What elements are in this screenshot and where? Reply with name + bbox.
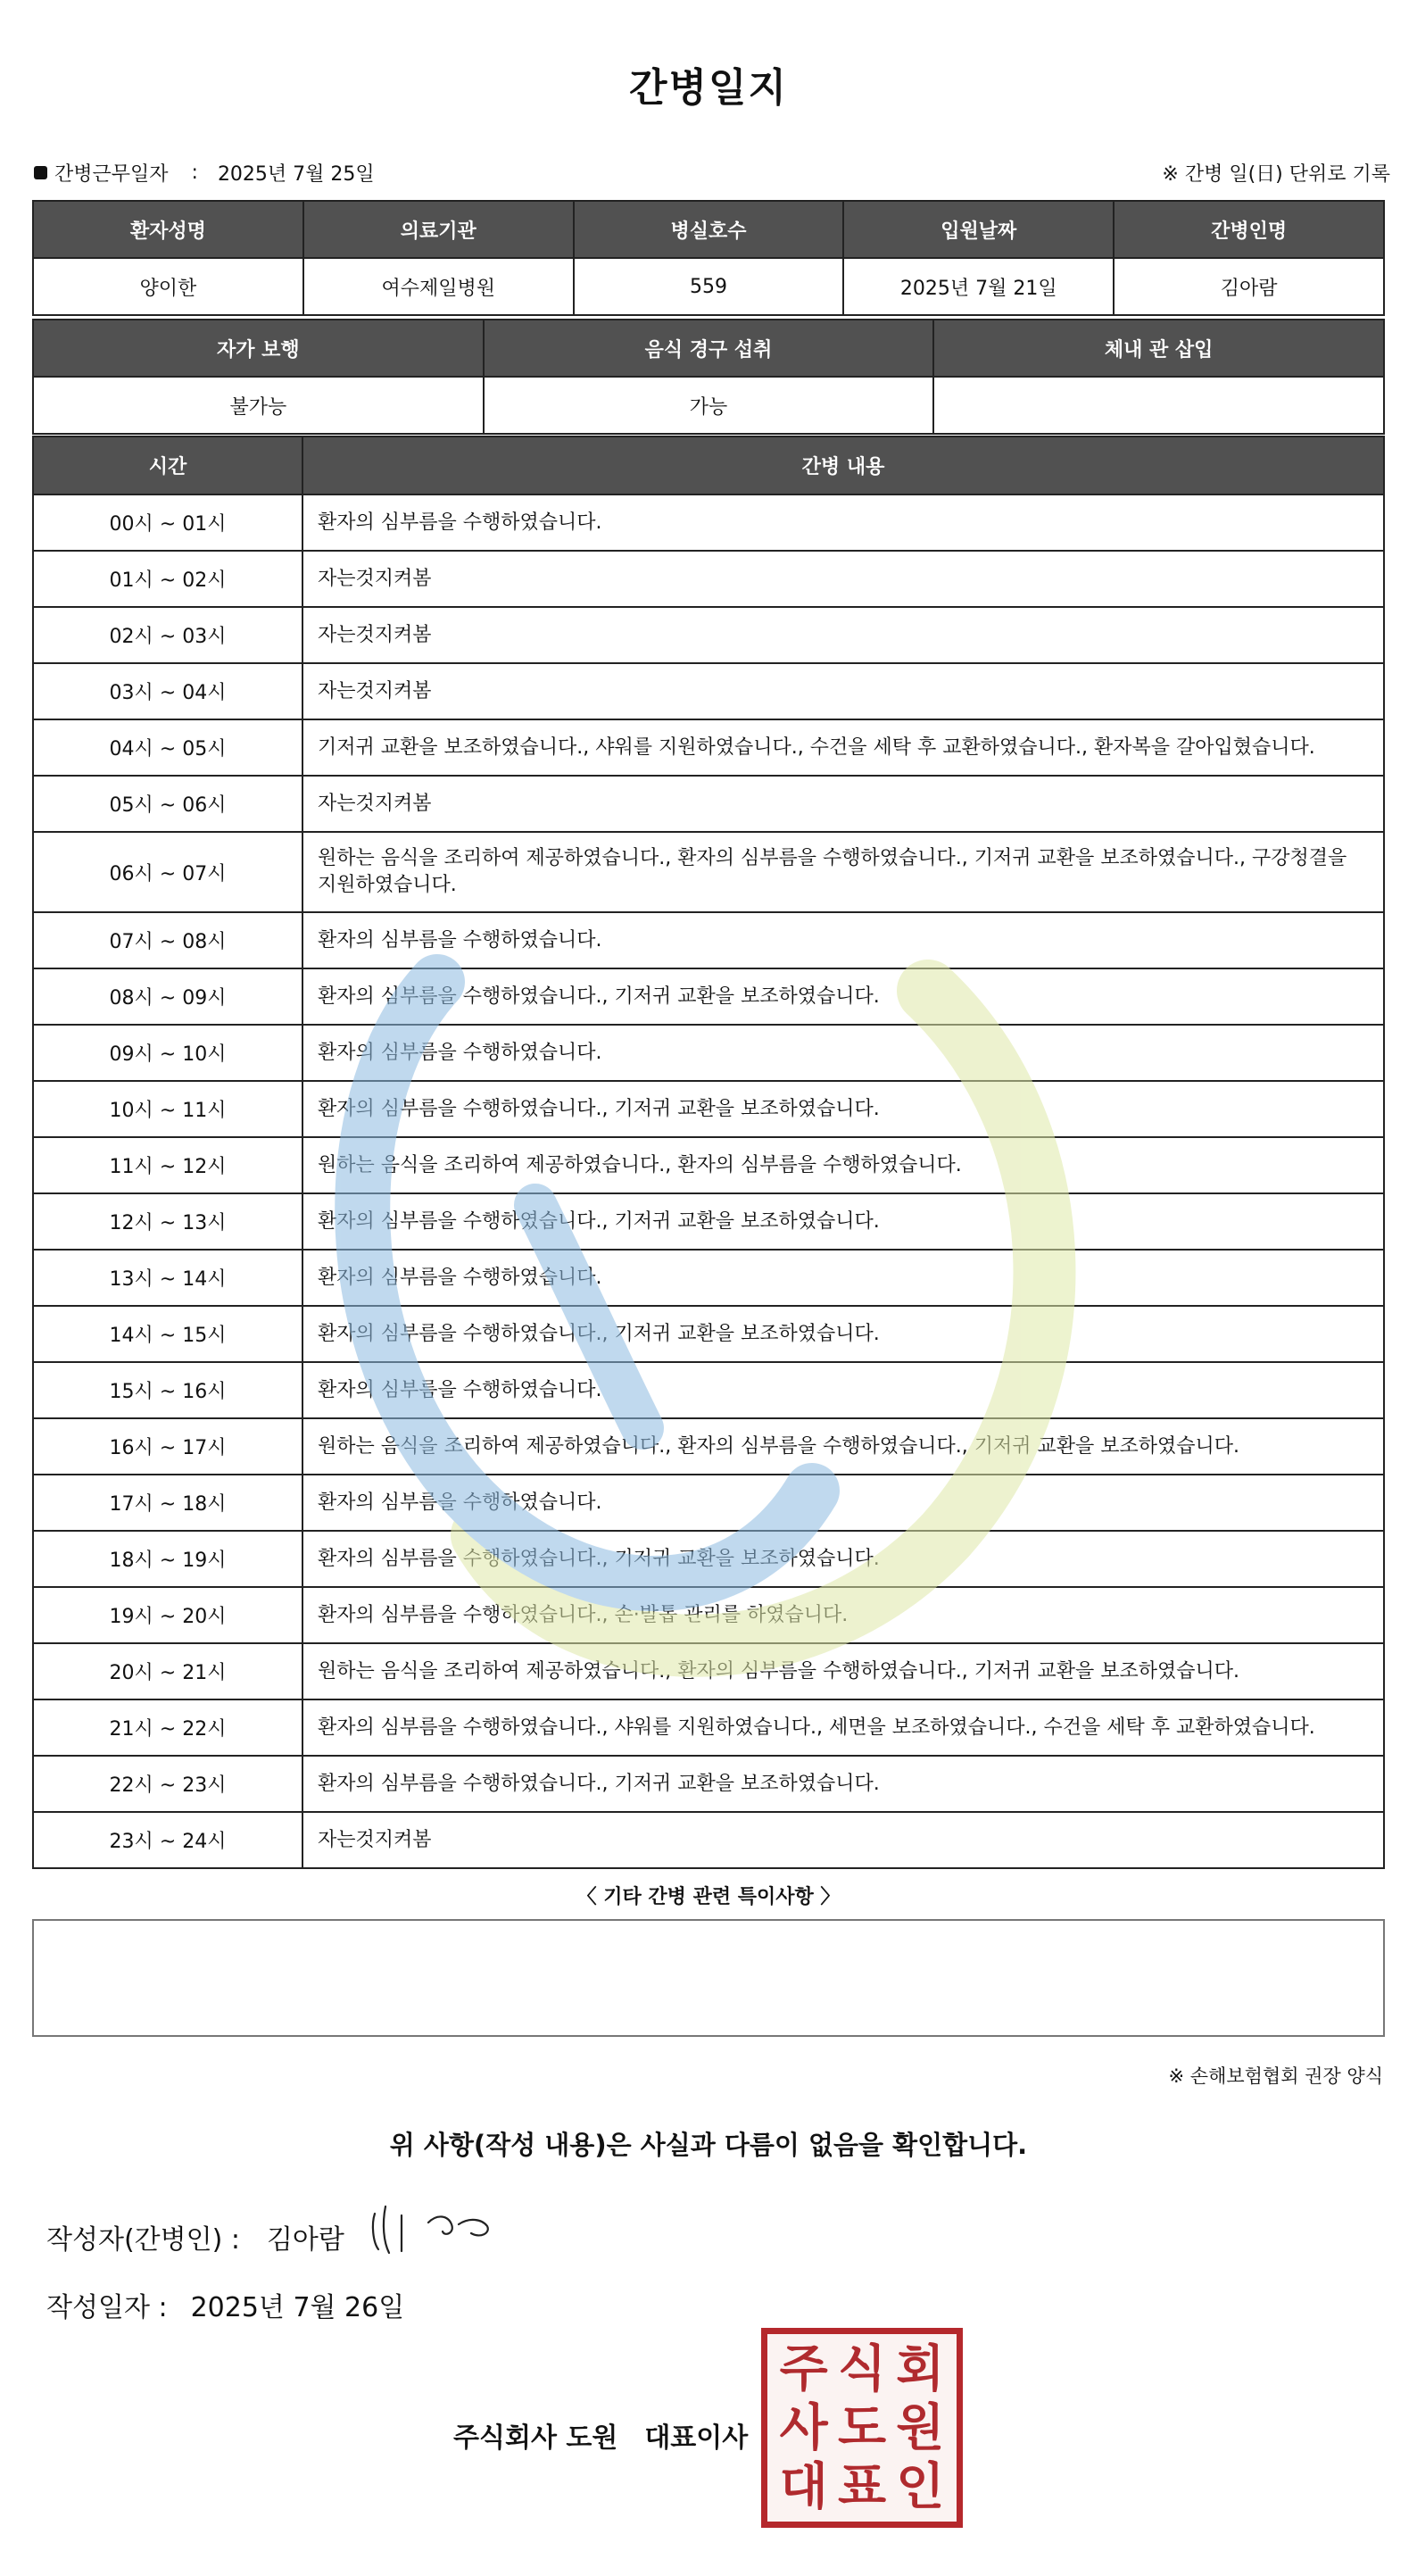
- table-row: [33, 912, 1384, 968]
- care-content-cell: 환자의 심부름을 수행하였습니다.: [302, 1475, 1384, 1531]
- table-header-row: [33, 201, 1384, 258]
- time-cell: 10시 ~ 11시: [33, 1081, 302, 1137]
- care-content-cell: 원하는 음식을 조리하여 제공하였습니다., 환자의 심부름을 수행하였습니다.: [302, 1137, 1384, 1193]
- header-time: 시간: [33, 436, 302, 494]
- time-cell: 07시 ~ 08시: [33, 912, 302, 968]
- time-cell: 06시 ~ 07시: [33, 832, 302, 912]
- care-content-cell: 자는것지켜봄: [302, 663, 1384, 719]
- table-row: [33, 551, 1384, 607]
- oral-intake-cell: 가능: [484, 377, 934, 434]
- table-row: [33, 1531, 1384, 1587]
- time-cell: 13시 ~ 14시: [33, 1250, 302, 1306]
- record-unit-note: ※ 간병 일(日) 단위로 기록: [1162, 163, 1390, 186]
- handwritten-signature: [366, 2198, 518, 2260]
- write-date-label: 작성일자 :: [46, 2292, 168, 2323]
- header-self-walking: 자가 보행: [33, 320, 484, 377]
- care-content-cell: 원하는 음식을 조리하여 제공하였습니다., 환자의 심부름을 수행하였습니다., 기저귀 교환을 보조하였습니다., 구강청결을 지원하였습니다.: [302, 832, 1384, 912]
- table-row: [33, 1137, 1384, 1193]
- table-row: [33, 1587, 1384, 1643]
- table-row: [33, 1756, 1384, 1812]
- care-content-cell: 환자의 심부름을 수행하였습니다., 샤워를 지원하였습니다., 세면을 보조하였습니다., 수건을 세탁 후 교환하였습니다.: [302, 1699, 1384, 1756]
- care-content-cell: 자는것지켜봄: [302, 1812, 1384, 1868]
- time-cell: 22시 ~ 23시: [33, 1756, 302, 1812]
- time-cell: 03시 ~ 04시: [33, 663, 302, 719]
- table-row: [33, 776, 1384, 832]
- time-cell: 12시 ~ 13시: [33, 1193, 302, 1250]
- care-content-cell: 원하는 음식을 조리하여 제공하였습니다., 환자의 심부름을 수행하였습니다., 기저귀 교환을 보조하였습니다.: [302, 1418, 1384, 1475]
- header-tube-insertion: 체내 관 삽입: [933, 320, 1384, 377]
- time-cell: 17시 ~ 18시: [33, 1475, 302, 1531]
- header-hospital: 의료기관: [303, 201, 574, 258]
- table-row: [33, 1362, 1384, 1418]
- company-representative: 대표이사: [644, 2422, 749, 2454]
- table-row: [33, 1193, 1384, 1250]
- table-row: [33, 494, 1384, 551]
- care-content-cell: 자는것지켜봄: [302, 551, 1384, 607]
- room-number-cell: 559: [574, 258, 844, 315]
- care-content-cell: 자는것지켜봄: [302, 607, 1384, 663]
- table-row: [33, 1699, 1384, 1756]
- table-row: [33, 1250, 1384, 1306]
- duty-date-row: [34, 159, 375, 187]
- hospital-cell: 여수제일병원: [303, 258, 574, 315]
- special-notes-title: 〈 기타 간병 관련 특이사항 〉: [576, 1886, 841, 1908]
- bullet-square-icon: [34, 166, 47, 179]
- time-cell: 16시 ~ 17시: [33, 1418, 302, 1475]
- time-cell: 23시 ~ 24시: [33, 1812, 302, 1868]
- header-room-number: 병실호수: [574, 201, 844, 258]
- table-header-row: [33, 436, 1384, 494]
- writer-row: [46, 2217, 344, 2256]
- time-cell: 19시 ~ 20시: [33, 1587, 302, 1643]
- care-content-cell: 자는것지켜봄: [302, 776, 1384, 832]
- table-row: [33, 607, 1384, 663]
- table-row: [33, 258, 1384, 315]
- table-row: [33, 832, 1384, 912]
- company-row: [453, 2415, 748, 2455]
- header-care-content: 간병 내용: [302, 436, 1384, 494]
- table-row: [33, 377, 1384, 434]
- hourly-care-table: [32, 436, 1385, 1869]
- patient-info-table: [32, 200, 1385, 316]
- time-cell: 01시 ~ 02시: [33, 551, 302, 607]
- duty-date-value: 2025년 7월 25일: [217, 163, 375, 186]
- time-cell: 18시 ~ 19시: [33, 1531, 302, 1587]
- table-row: [33, 1475, 1384, 1531]
- duty-date-label: 간병근무일자: [54, 163, 169, 186]
- duty-date-separator: :: [191, 162, 198, 184]
- table-row: [33, 1643, 1384, 1699]
- time-cell: 20시 ~ 21시: [33, 1643, 302, 1699]
- time-cell: 11시 ~ 12시: [33, 1137, 302, 1193]
- time-cell: 08시 ~ 09시: [33, 968, 302, 1025]
- tube-insertion-cell: [933, 377, 1384, 434]
- self-walking-cell: 불가능: [33, 377, 484, 434]
- care-content-cell: 환자의 심부름을 수행하였습니다., 기저귀 교환을 보조하였습니다.: [302, 968, 1384, 1025]
- caregiver-name-cell: 김아람: [1114, 258, 1384, 315]
- time-cell: 05시 ~ 06시: [33, 776, 302, 832]
- care-content-cell: 환자의 심부름을 수행하였습니다., 기저귀 교환을 보조하였습니다.: [302, 1193, 1384, 1250]
- write-date-row: [46, 2285, 404, 2324]
- writer-name: 김아람: [266, 2224, 344, 2256]
- form-source-note: ※ 손해보험협회 권장 양식: [1168, 2065, 1383, 2087]
- header-patient-name: 환자성명: [33, 201, 303, 258]
- table-row: [33, 1306, 1384, 1362]
- company-seal-stamp: 주 식 회 사 도 원 대 표 인: [761, 2328, 963, 2528]
- table-row: [33, 1081, 1384, 1137]
- time-cell: 15시 ~ 16시: [33, 1362, 302, 1418]
- care-content-cell: 환자의 심부름을 수행하였습니다.: [302, 1025, 1384, 1081]
- care-content-cell: 환자의 심부름을 수행하였습니다., 기저귀 교환을 보조하였습니다.: [302, 1756, 1384, 1812]
- page-title: 간병일지: [628, 65, 788, 111]
- table-row: [33, 1025, 1384, 1081]
- care-content-cell: 환자의 심부름을 수행하였습니다.: [302, 494, 1384, 551]
- patient-name-cell: 양이한: [33, 258, 303, 315]
- header-oral-intake: 음식 경구 섭취: [484, 320, 934, 377]
- care-content-cell: 환자의 심부름을 수행하였습니다.: [302, 1250, 1384, 1306]
- table-row: [33, 719, 1384, 776]
- care-content-cell: 원하는 음식을 조리하여 제공하였습니다., 환자의 심부름을 수행하였습니다., 기저귀 교환을 보조하였습니다.: [302, 1643, 1384, 1699]
- time-cell: 14시 ~ 15시: [33, 1306, 302, 1362]
- company-name: 주식회사 도원: [453, 2422, 618, 2454]
- time-cell: 04시 ~ 05시: [33, 719, 302, 776]
- writer-label: 작성자(간병인) :: [46, 2224, 240, 2256]
- table-row: [33, 1812, 1384, 1868]
- table-row: [33, 1418, 1384, 1475]
- table-row: [33, 663, 1384, 719]
- time-cell: 09시 ~ 10시: [33, 1025, 302, 1081]
- time-cell: 21시 ~ 22시: [33, 1699, 302, 1756]
- care-content-cell: 환자의 심부름을 수행하였습니다., 기저귀 교환을 보조하였습니다.: [302, 1531, 1384, 1587]
- write-date-value: 2025년 7월 26일: [190, 2292, 405, 2323]
- time-cell: 00시 ~ 01시: [33, 494, 302, 551]
- care-content-cell: 기저귀 교환을 보조하였습니다., 샤워를 지원하였습니다., 수건을 세탁 후 교환하였습니다., 환자복을 갈아입혔습니다.: [302, 719, 1384, 776]
- patient-status-table: [32, 319, 1385, 435]
- care-content-cell: 환자의 심부름을 수행하였습니다., 기저귀 교환을 보조하였습니다.: [302, 1081, 1384, 1137]
- header-admission-date: 입원날짜: [843, 201, 1114, 258]
- confirmation-statement: 위 사항(작성 내용)은 사실과 다름이 없음을 확인합니다.: [389, 2130, 1028, 2160]
- special-notes-box: [32, 1919, 1385, 2037]
- admission-date-cell: 2025년 7월 21일: [843, 258, 1114, 315]
- care-content-cell: 환자의 심부름을 수행하였습니다., 기저귀 교환을 보조하였습니다.: [302, 1306, 1384, 1362]
- table-row: [33, 968, 1384, 1025]
- header-caregiver-name: 간병인명: [1114, 201, 1384, 258]
- table-header-row: [33, 320, 1384, 377]
- care-content-cell: 환자의 심부름을 수행하였습니다.: [302, 912, 1384, 968]
- care-content-cell: 환자의 심부름을 수행하였습니다.: [302, 1362, 1384, 1418]
- care-content-cell: 환자의 심부름을 수행하였습니다., 손·발톱 관리를 하였습니다.: [302, 1587, 1384, 1643]
- time-cell: 02시 ~ 03시: [33, 607, 302, 663]
